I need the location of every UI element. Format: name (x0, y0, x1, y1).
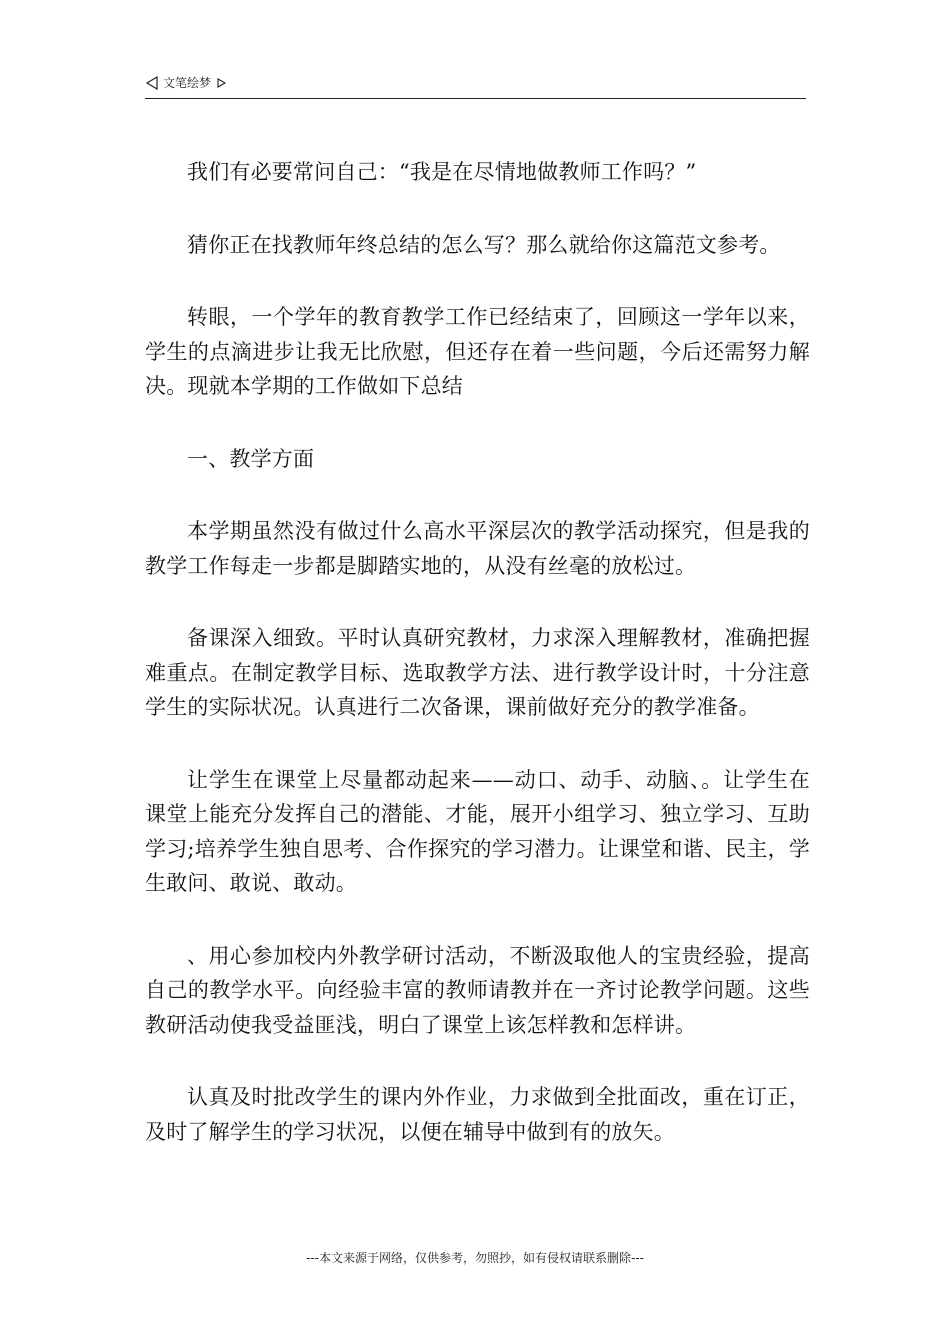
header-brand (145, 74, 806, 91)
paragraph-homework-grading: 认真及时批改学生的课内外作业，力求做到全批面改，重在订正，及时了解学生的学习状况，以便在辅导中做到有的放矢。 (145, 1085, 810, 1144)
page-footer-disclaimer: ---本文来源于网络，仅供参考，勿照抄，如有侵权请联系删除--- (306, 1251, 644, 1265)
document-body (145, 155, 810, 1187)
triangle-right-icon (215, 77, 227, 89)
paragraph-overview: 转眼，一个学年的教育教学工作已经结束了，回顾这一学年以来，学生的点滴进步让我无比欣慰，但还存在着一些问题，今后还需努力解决。现就本学期的工作做如下总结 (145, 305, 810, 398)
brand-name: 文笔绘梦 (163, 76, 212, 90)
paragraph-teaching-summary: 本学期虽然没有做过什么高水平深层次的教学活动探究，但是我的教学工作每走一步都是脚踏实地的，从没有丝毫的放松过。 (145, 519, 810, 578)
triangle-left-icon (145, 76, 159, 90)
page-header (145, 74, 806, 99)
section-heading-teaching: 一、教学方面 (187, 446, 315, 471)
paragraph-intro-question: 我们有必要常问自己：“我是在尽情地做教师工作吗？” (187, 160, 697, 184)
paragraph-intro-guess: 猜你正在找教师年终总结的怎么写？那么就给你这篇范文参考。 (187, 232, 781, 257)
paragraph-research-activity: 、用心参加校内外教学研讨活动，不断汲取他人的宝贵经验，提高自己的教学水平。向经验丰富的教师请教并在一齐讨论教学问题。这些教研活动使我受益匪浅，明白了课堂上该怎样教和怎样讲。 (145, 943, 810, 1037)
paragraph-classroom-activity: 让学生在课堂上尽量都动起来——动口、动手、动脑、。让学生在课堂上能充分发挥自己的潜能、才能，展开小组学习、独立学习、互助学习;培养学生独自思考、合作探究的学习潜力。让课堂和谐、民主，学生敢问、敢说、敢动。 (145, 767, 810, 895)
paragraph-lesson-prep: 备课深入细致。平时认真研究教材，力求深入理解教材，准确把握难重点。在制定教学目标、选取教学方法、进行教学设计时，十分注意学生的实际状况。认真进行二次备课，课前做好充分的教学准备。 (145, 626, 810, 719)
